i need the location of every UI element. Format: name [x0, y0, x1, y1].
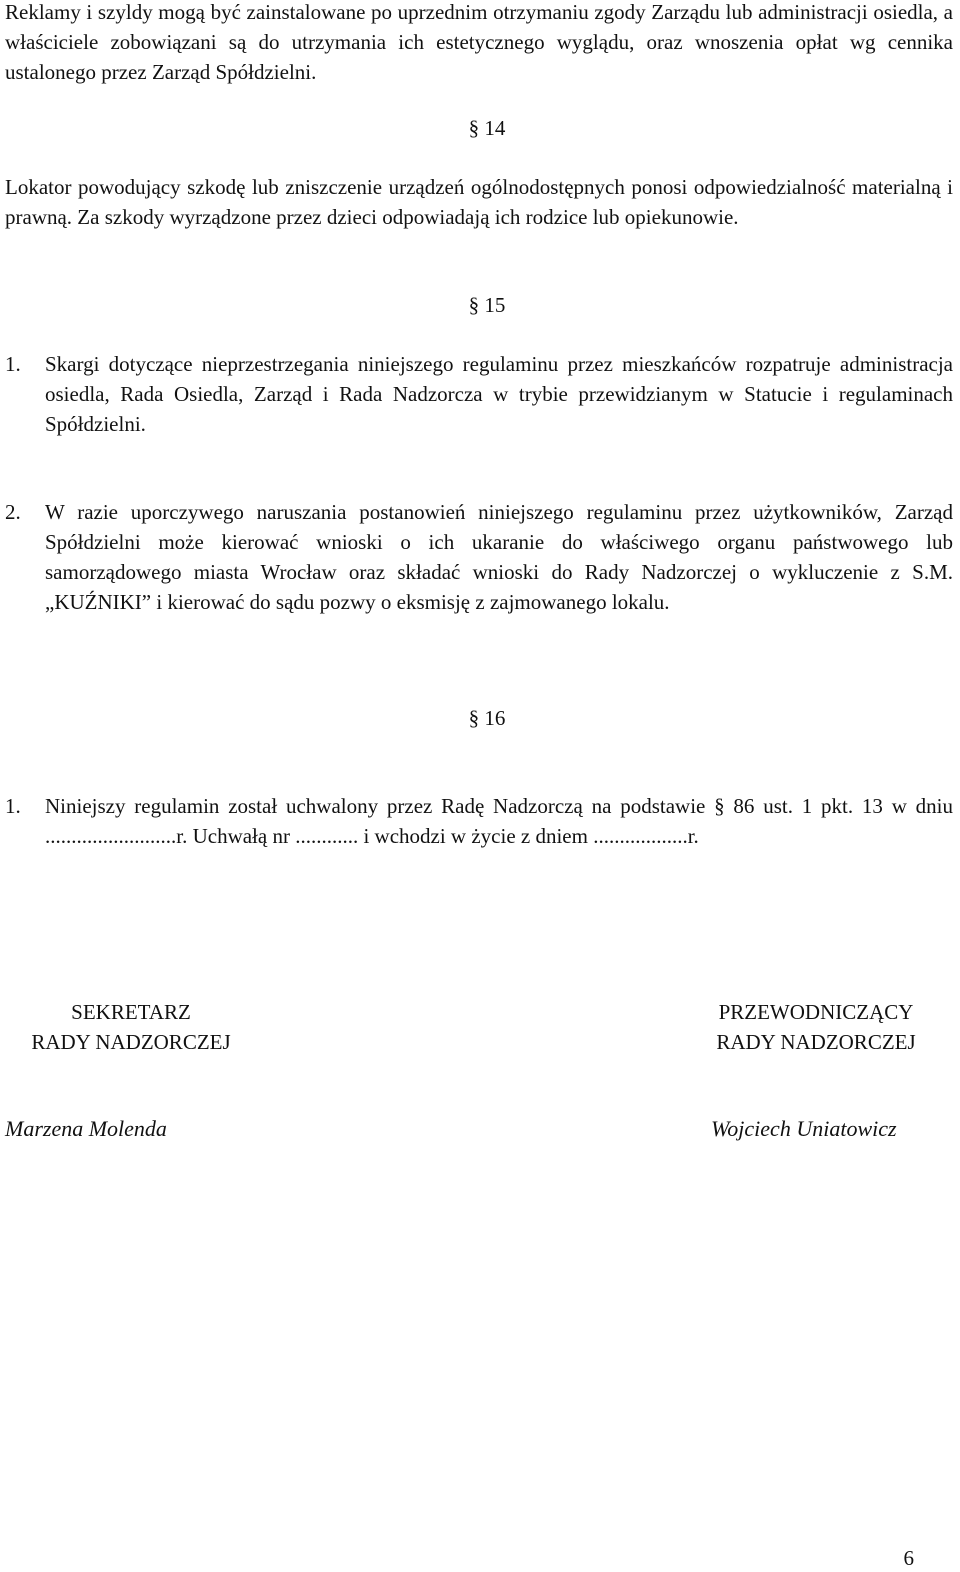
- section-16-item-1-number: 1.: [5, 794, 21, 818]
- section-15-heading: § 15: [468, 293, 506, 317]
- page-number: 6: [903, 1546, 914, 1570]
- section-15-item-1-text: Skargi dotyczące nieprzestrzegania niniejszego regulaminu przez mieszkańców rozpatruje administracja osiedla, Rada Osiedla, Zarząd i Rada Nadzorcza w trybie przewidzianym w Statucie i regulaminach Spółdzielni.: [45, 352, 953, 436]
- section-14-heading: § 14: [468, 116, 506, 140]
- section-16-item-1-text: Niniejszy regulamin został uchwalony przez Radę Nadzorczą na podstawie § 86 ust. 1 pkt. 13 w dniu .........................r. Uchwałą nr ............ i wchodzi w życie z dniem ..................r.: [45, 794, 953, 848]
- signature-right-title-line2: RADY NADZORCZEJ: [716, 1030, 916, 1054]
- intro-paragraph: Reklamy i szyldy mogą być zainstalowane po uprzednim otrzymaniu zgody Zarządu lub administracji osiedla, a właściciele zobowiązani są do utrzymania ich estetycznego wyglądu, oraz wnoszenia opłat wg cennika ustalonego przez Zarząd Spółdzielni.: [5, 0, 953, 84]
- signature-left-name: Marzena Molenda: [5, 1116, 167, 1141]
- section-15-item-2-text: W razie uporczywego naruszania postanowień niniejszego regulaminu przez użytkowników, Zarząd Spółdzielni może kierować wnioski o ich ukaranie do właściwego organu państwowego lub samorządowego miasta Wrocław oraz składać wnioski do Rady Nadzorczej o wykluczenie z S.M. „KUŹNIKI” i kierować do sądu pozwy o eksmisję z zajmowanego lokalu.: [45, 500, 953, 614]
- section-14-paragraph: Lokator powodujący szkodę lub zniszczenie urządzeń ogólnodostępnych ponosi odpowiedzialność materialną i prawną. Za szkody wyrządzone przez dzieci odpowiadają ich rodzice lub opiekunowie.: [5, 175, 953, 229]
- signature-right-block: [686, 997, 946, 1057]
- signature-left-title-line1: SEKRETARZ: [71, 1000, 191, 1024]
- signature-right-name: Wojciech Uniatowicz: [711, 1116, 897, 1141]
- section-16-heading: § 16: [468, 706, 506, 730]
- signature-right-title-line1: PRZEWODNICZĄCY: [718, 1000, 914, 1024]
- section-15-item-2-number: 2.: [5, 500, 21, 524]
- signature-left-block: [0, 997, 262, 1057]
- signature-left-title-line2: RADY NADZORCZEJ: [31, 1030, 231, 1054]
- section-15-item-1-number: 1.: [5, 352, 21, 376]
